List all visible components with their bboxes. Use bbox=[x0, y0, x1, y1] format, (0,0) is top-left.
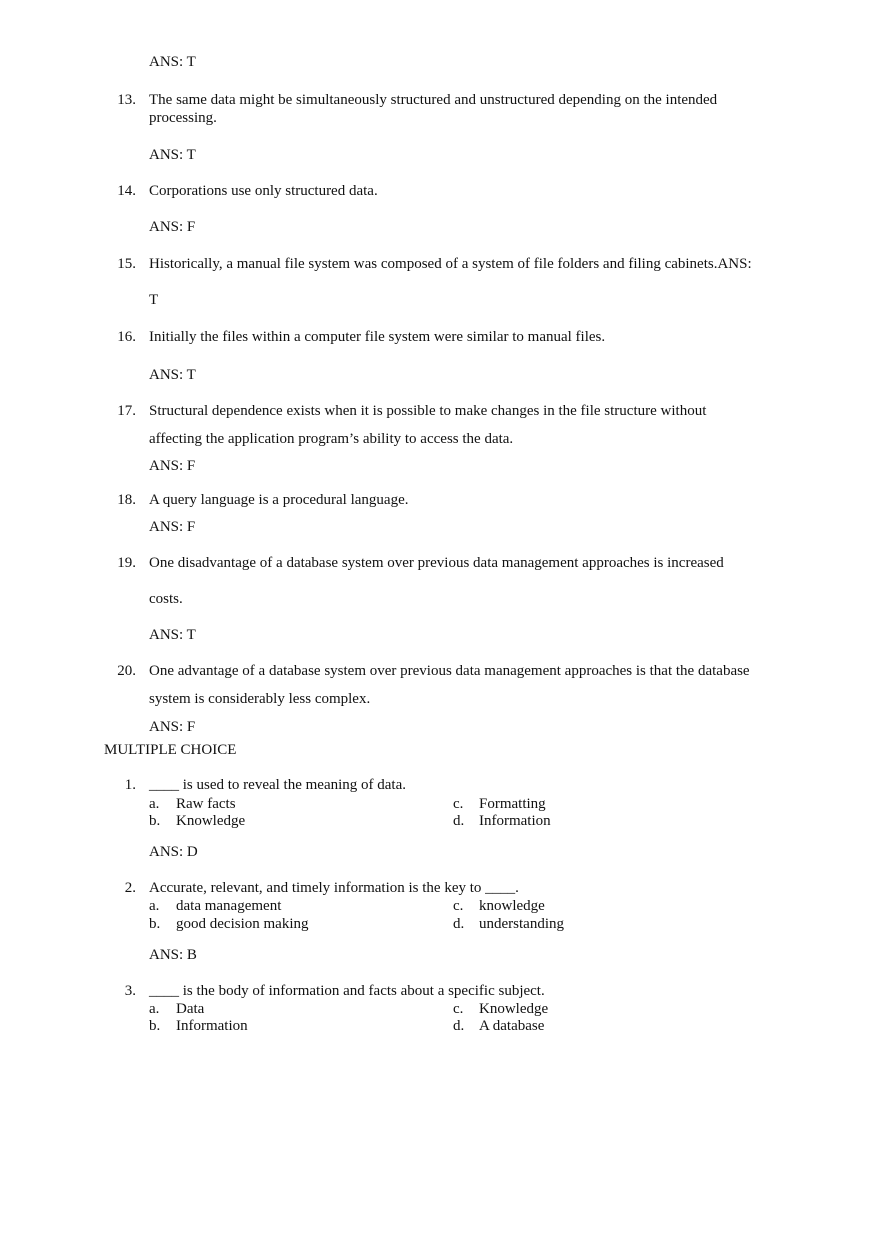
question-number: 18. bbox=[117, 492, 136, 508]
question-text: T bbox=[149, 292, 159, 308]
answer-text: ANS: T bbox=[149, 627, 196, 643]
answer-text: ANS: F bbox=[149, 719, 196, 735]
option-text: good decision making bbox=[176, 916, 309, 932]
answer-text: ANS: T bbox=[149, 54, 196, 70]
option-text: Knowledge bbox=[479, 1001, 549, 1017]
option-letter: a. bbox=[149, 898, 160, 914]
question-number: 1. bbox=[124, 777, 136, 793]
question-number: 2. bbox=[124, 880, 136, 896]
question-text: processing. bbox=[149, 110, 217, 126]
answer-text: ANS: T bbox=[149, 367, 196, 383]
option-letter: c. bbox=[453, 1001, 464, 1017]
option-text: knowledge bbox=[479, 898, 545, 914]
option-letter: c. bbox=[453, 796, 464, 812]
question-number: 20. bbox=[117, 663, 136, 679]
question-number: 14. bbox=[117, 183, 136, 199]
option-text: Knowledge bbox=[176, 813, 246, 829]
question-number: 16. bbox=[117, 329, 136, 345]
question-number: 3. bbox=[124, 983, 136, 999]
question-text: Accurate, relevant, and timely information is the key to ____. bbox=[149, 880, 519, 896]
answer-text: ANS: F bbox=[149, 458, 196, 474]
question-text: Structural dependence exists when it is possible to make changes in the file structure without bbox=[149, 403, 707, 419]
question-text: A query language is a procedural language. bbox=[149, 492, 409, 508]
question-number: 17. bbox=[117, 403, 136, 419]
answer-text: ANS: D bbox=[149, 844, 198, 860]
option-letter: c. bbox=[453, 898, 464, 914]
option-letter: b. bbox=[149, 813, 161, 829]
question-text: The same data might be simultaneously structured and unstructured depending on the intended bbox=[149, 92, 718, 108]
answer-text: ANS: F bbox=[149, 219, 196, 235]
option-text: Information bbox=[176, 1018, 248, 1034]
option-text: A database bbox=[479, 1018, 545, 1034]
option-letter: a. bbox=[149, 796, 160, 812]
answer-text: ANS: T bbox=[149, 147, 196, 163]
question-text: Corporations use only structured data. bbox=[149, 183, 378, 199]
option-letter: d. bbox=[453, 813, 465, 829]
question-number: 19. bbox=[117, 555, 136, 571]
option-letter: d. bbox=[453, 1018, 465, 1034]
question-text: system is considerably less complex. bbox=[149, 691, 371, 707]
option-text: Information bbox=[479, 813, 551, 829]
question-text: ____ is the body of information and facts about a specific subject. bbox=[149, 983, 545, 999]
question-text: Historically, a manual file system was composed of a system of file folders and filing cabinets.ANS: bbox=[149, 256, 752, 272]
question-number: 13. bbox=[117, 92, 136, 108]
option-text: Formatting bbox=[479, 796, 546, 812]
option-text: Raw facts bbox=[176, 796, 236, 812]
answer-text: ANS: F bbox=[149, 519, 196, 535]
answer-text: ANS: B bbox=[149, 947, 197, 963]
option-letter: d. bbox=[453, 916, 465, 932]
option-letter: b. bbox=[149, 916, 161, 932]
question-text: affecting the application program’s ability to access the data. bbox=[149, 431, 514, 447]
question-text: One disadvantage of a database system over previous data management approaches is increased bbox=[149, 555, 724, 571]
question-text: costs. bbox=[149, 591, 183, 607]
option-text: understanding bbox=[479, 916, 564, 932]
question-text: ____ is used to reveal the meaning of data. bbox=[149, 777, 407, 793]
question-text: Initially the files within a computer file system were similar to manual files. bbox=[149, 329, 606, 345]
question-text: One advantage of a database system over previous data management approaches is that the database bbox=[149, 663, 750, 679]
section-heading: MULTIPLE CHOICE bbox=[104, 742, 237, 758]
question-number: 15. bbox=[117, 256, 136, 272]
option-letter: b. bbox=[149, 1018, 161, 1034]
option-text: data management bbox=[176, 898, 282, 914]
option-letter: a. bbox=[149, 1001, 160, 1017]
option-text: Data bbox=[176, 1001, 205, 1017]
